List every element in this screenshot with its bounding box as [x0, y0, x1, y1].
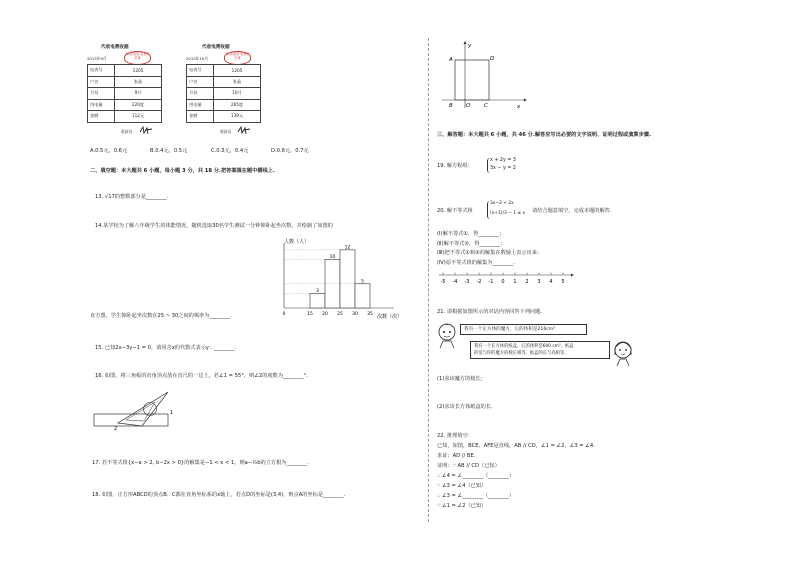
x-tick-label: 30 — [352, 312, 358, 317]
bill1-stamp: XX供电局 电费收讫章 — [124, 51, 151, 65]
table-row: 户名 张晶 — [187, 76, 261, 88]
number-line-label: 2 — [525, 279, 529, 285]
q21-part-2: (2)求该长方体纸盒的长. — [437, 404, 493, 410]
q22-line-2: 已知，如图，BCE、AFE是直线，AB // CD，∠1 = ∠2，∠3 = ∠4. — [437, 443, 595, 449]
section3-heading: 三、解答题：本大题共 6 小题，共 46 分.解答应写出必要的文字说明、证明过程或演算步骤. — [437, 132, 651, 138]
q22-line-6: ∵ ∠3 = ∠4（已知） — [437, 483, 487, 489]
q20-step-3: (Ⅲ)把不等式①和②的解集在数轴上表示出来： — [437, 250, 543, 256]
bill2-date: 2013年10月 — [186, 56, 209, 61]
q20-eq2: (x+1)/3 − 1 ≤ x — [490, 211, 526, 216]
bill1-signature — [138, 124, 154, 136]
table-row: 电表号 1205 — [187, 65, 261, 77]
bill1-table — [87, 64, 162, 123]
q22-line-5: ∴ ∠4 = ∠________（________） — [437, 473, 515, 479]
question-19-label: 19. 解方程组： — [437, 163, 473, 169]
option-c: C.0.3元，0.4元 — [211, 148, 249, 154]
table-row: 金额 112元 — [88, 111, 162, 123]
q19-eq1: x + 2y = 3 — [490, 158, 516, 163]
x-tick-label: 35 — [367, 312, 373, 317]
section2-heading: 二、填空题：本大题共 6 小题，每小题 3 分，共 18 分.把答案填在题中横线上. — [90, 168, 275, 174]
svg-text:D: D — [490, 56, 495, 62]
question-14-text: 14.某学校为了解八年级学生的体能情况，随机选取30名学生测试一分钟仰卧起坐次数，并绘制了如图的 — [95, 223, 333, 229]
q19-eq2: 3x − y = 2 — [490, 166, 516, 171]
table-row: 月份 10月 — [187, 88, 261, 100]
q22-line-7: ∴ ∠3 = ∠________（________） — [437, 493, 515, 499]
histogram-bar — [340, 250, 355, 308]
table-row: 月份 9月 — [88, 88, 162, 100]
number-line-label: 5 — [561, 279, 565, 285]
bar-value-label: 3 — [316, 288, 319, 294]
q22-line-3: 求证：AD // BE. — [437, 453, 476, 459]
svg-text:C: C — [484, 103, 488, 109]
angle-2-label: 2 — [114, 426, 118, 432]
bill2-stamp: XX供电局 电费收讫章 — [224, 51, 251, 65]
number-line-label: 1 — [513, 279, 517, 285]
svg-text:A: A — [449, 57, 453, 63]
question-18: 18. 如图，正方形ABCD的顶点B、C都在直角坐标系的x轴上，若点D的坐标是(3,4)，则点A的坐标是________. — [92, 492, 346, 498]
q20-step-2: (Ⅱ)解不等式②，得________； — [437, 241, 506, 247]
chart-y-label: 人数（人） — [284, 239, 310, 245]
question-14-answer-line: 直方图，学生仰卧起坐次数在25 ~ 30之间的频率为________. — [90, 313, 232, 319]
x-tick-label: 25 — [337, 312, 343, 317]
svg-text:y: y — [468, 43, 472, 49]
boy-avatar — [435, 320, 459, 350]
svg-text:O: O — [466, 103, 471, 109]
svg-text:x: x — [517, 104, 521, 110]
number-line-label: 0 — [501, 279, 505, 285]
number-line — [437, 270, 577, 290]
bill2-table — [186, 64, 261, 123]
question-17: 17. 若不等式组{x−a > 2, b−2x > 0}的解集是−1 < x < 1，则a−½b的立方根为________. — [92, 460, 309, 466]
girl-avatar — [611, 338, 635, 368]
table-row: 用电量 265度 — [187, 99, 261, 111]
number-line-label: -2 — [476, 279, 482, 285]
question-16: 16. 如图，将三角板的直角顶点放在直尺的一边上，若∠1 = 55°，则∠2的度数为________°. — [95, 373, 308, 379]
question-20-instruction: 请结合题意填空，完成本题的解答. — [532, 208, 612, 214]
option-b: B.0.4元，0.5元 — [150, 148, 188, 154]
number-line-label: 4 — [549, 279, 553, 285]
angle-1-label: 1 — [170, 410, 174, 416]
number-line-label: -3 — [464, 279, 470, 285]
question-21: 21. 请根据如图所示的对话内容回答下列问题. — [437, 309, 542, 315]
svg-text:B: B — [449, 103, 453, 109]
q22-line-1: 22. 推理填空： — [437, 433, 473, 439]
bar-value-label: 5 — [361, 279, 364, 285]
bill2-cashier: 收款员 — [220, 129, 232, 134]
q20-step-1: (Ⅰ)解不等式①，得________； — [437, 231, 505, 237]
table-row: 金额 139元 — [187, 111, 261, 123]
bar-value-label: 10 — [329, 255, 336, 261]
number-line-label: 3 — [537, 279, 541, 285]
table-row: 用电量 220度 — [88, 99, 162, 111]
bill1-cashier: 收款员 — [121, 129, 133, 134]
question-15: 15. 已知2x−3y−1 = 0，请用含x的代数式表示y：________. — [95, 345, 237, 351]
option-a: A.0.5元，0.6元 — [90, 148, 128, 154]
chart-x-label: 次数（次） — [377, 314, 403, 320]
bar-value-label: 12 — [344, 245, 351, 251]
q20-step-4: (Ⅳ)原不等式组的解集为________. — [437, 260, 515, 266]
q22-line-4: 证明：∵ AB // CD（已知） — [437, 463, 500, 469]
x-tick-label: 15 — [307, 312, 313, 317]
x-tick-label: 0 — [282, 312, 286, 317]
q20-eq1: 3x−2 < 2x — [490, 201, 514, 206]
speech-bubble-1: 我有一个正方体的魔方，它的体积是216cm³ — [460, 324, 587, 335]
number-line-label: -4 — [452, 279, 458, 285]
bill2-title: 代收电费收据 — [202, 45, 230, 50]
triangle-ruler-figure — [92, 384, 172, 434]
coordinate-square-figure — [432, 38, 528, 110]
number-line-label: -1 — [488, 279, 494, 285]
x-tick-label: 20 — [322, 312, 328, 317]
column-divider — [428, 38, 429, 522]
table-row: 户名 张晶 — [88, 76, 162, 88]
histogram-chart — [272, 233, 422, 323]
bill1-date: 2013年9月 — [87, 56, 107, 61]
histogram-bar — [355, 284, 370, 308]
table-row: 电表号 1205 — [88, 65, 162, 77]
bill1-title: 代收电费收据 — [101, 45, 129, 50]
histogram-bar — [310, 293, 325, 308]
q21-part-1: (1)求该魔方的棱长； — [437, 376, 486, 382]
question-20-label: 20. 解不等式组 — [437, 208, 473, 214]
q22-line-8: ∵ ∠1 = ∠2（已知） — [437, 503, 487, 509]
option-d: D.0.6元，0.7元 — [271, 148, 309, 154]
bill2-signature — [236, 124, 252, 136]
number-line-label: -5 — [440, 279, 446, 285]
speech-bubble-2: 我有一个长方体的纸盒，它的体积是600 cm³，纸盒 的宽与你的魔方的棱长相等，纸盒的长与高相等。 — [470, 341, 610, 359]
question-13: 13. √17的整数部分是________. — [95, 194, 169, 200]
